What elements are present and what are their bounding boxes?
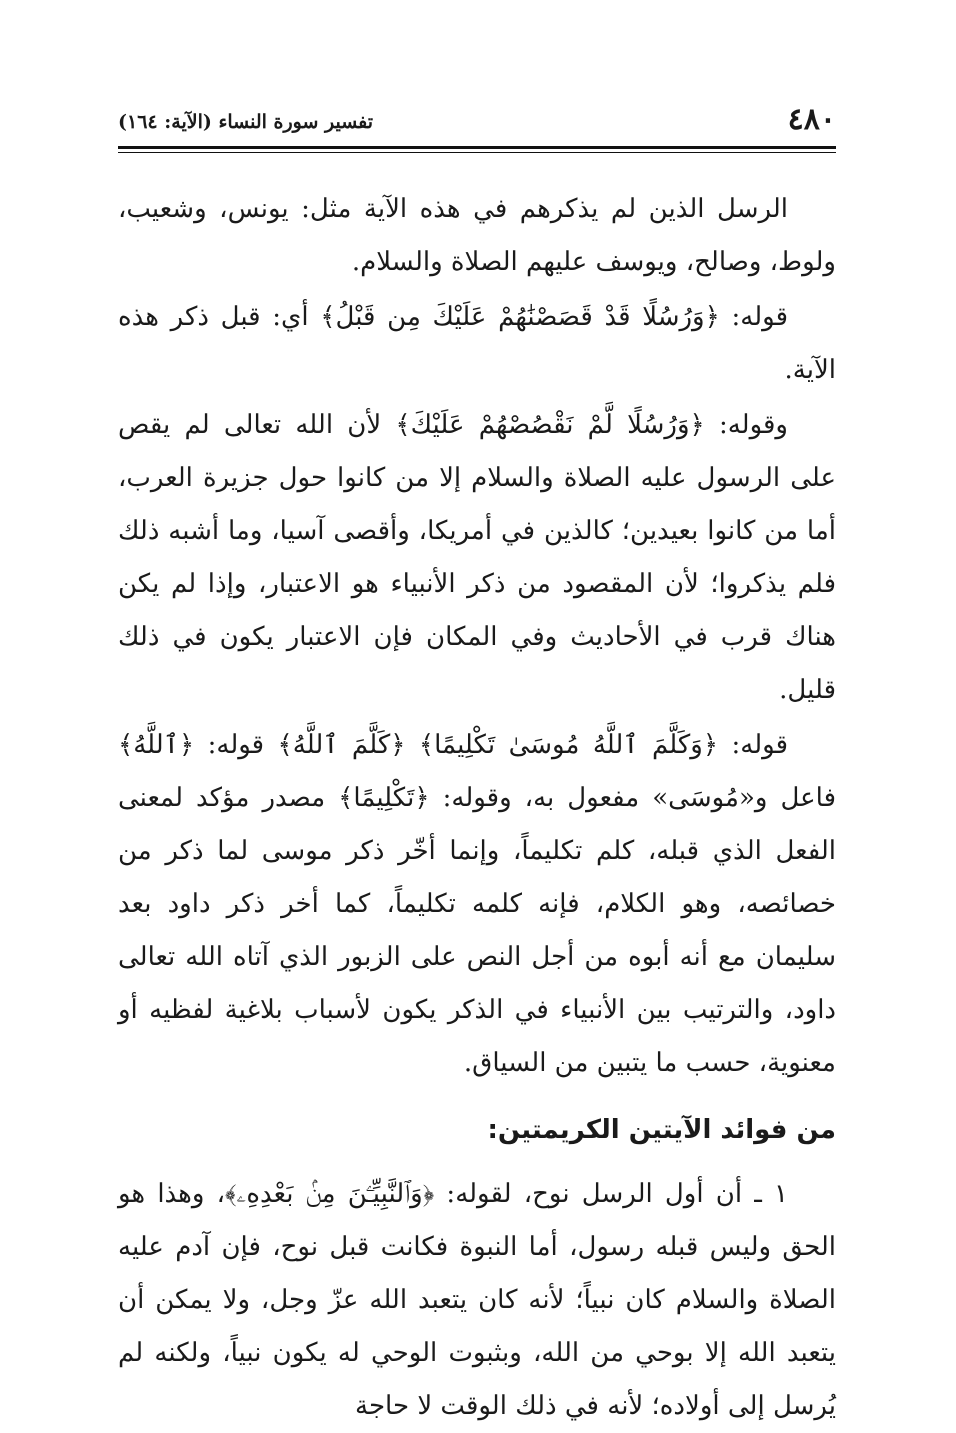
header-rule-thin <box>118 152 836 153</box>
paragraph-1: الرسل الذين لم يذكرهم في هذه الآية مثل: يونس، وشعيب، ولوط، وصالح، ويوسف عليهم الصلاة والسلام. <box>118 194 836 277</box>
paragraph-4: قوله: ﴿وَكَلَّمَ ٱللَّهُ مُوسَىٰ تَكْلِيمًا﴾ ﴿كَلَّمَ ٱللَّهُ﴾ قوله: ﴿ٱللَّهُ﴾ فاعل و«مُوسَى» مفعول به، وقوله: ﴿تَكْلِيمًا﴾ مصدر مؤكد لمعنى الفعل الذي قبله، كلم تكليماً، وإنما أخّر ذكر موسى لما ذكر من خصائصه، وهو الكلام، فإنه كلمه تكليماً، كما أخر ذكر داود بعد سليمان مع أنه أبوه من أجل النص على الزبور الذي آتاه الله تعالى داود، والترتيب بين الأنبياء في الذكر يكون لأسباب بلاغية لفظيه أو معنوية، حسب ما يتبين من السياق. <box>118 730 837 1078</box>
paragraph-3: وقوله: ﴿وَرُسُلًا لَّمْ نَقْصُصْهُمْ عَلَيْكَ﴾ لأن الله تعالى لم يقص على الرسول عليه الصلاة والسلام إلا من كانوا حول جزيرة العرب، أما من كانوا بعيدين؛ كالذين في أمريكا، وأقصى آسيا، وما أشبه ذلك فلم يذكروا؛ لأن المقصود من ذكر الأنبياء هو الاعتبار، وإذا لم يكن هناك قرب في الأحاديث وفي المكان فإن الاعتبار يكون في ذلك قليل. <box>118 410 836 705</box>
page-header <box>118 96 836 140</box>
running-title: تفسير سورة النساء (الآية: ١٦٤) <box>118 111 374 133</box>
body-text <box>118 183 836 1433</box>
page-number: ٤٨٠ <box>787 102 836 137</box>
section-heading: من فوائد الآيتين الكريمتين: <box>487 1115 836 1145</box>
benefit-1: ١ ـ أن أول الرسل نوح، لقوله: ﴿وَٱلنَّبِيِّـۧنَ مِنۢ بَعْدِهِۦ﴾، وهذا هو الحق وليس قبله رسول، أما النبوة فكانت قبل نوح، فإن آدم عليه الصلاة والسلام كان نبياً؛ لأنه كان يتعبد الله عزّ وجل، ولا يمكن أن يتعبد الله إلا بوحي من الله، وبثبوت الوحي له يكون نبياً، ولكنه لم يُرسل إلى أولاده؛ لأنه في ذلك الوقت لا حاجة <box>118 1179 836 1421</box>
paragraph-2: قوله: ﴿وَرُسُلًا قَدْ قَصَصْنَٰهُمْ عَلَيْكَ مِن قَبْلُ﴾ أي: قبل ذكر هذه الآية. <box>118 302 836 385</box>
header-rule-thick <box>118 146 836 149</box>
book-page <box>118 96 836 1433</box>
